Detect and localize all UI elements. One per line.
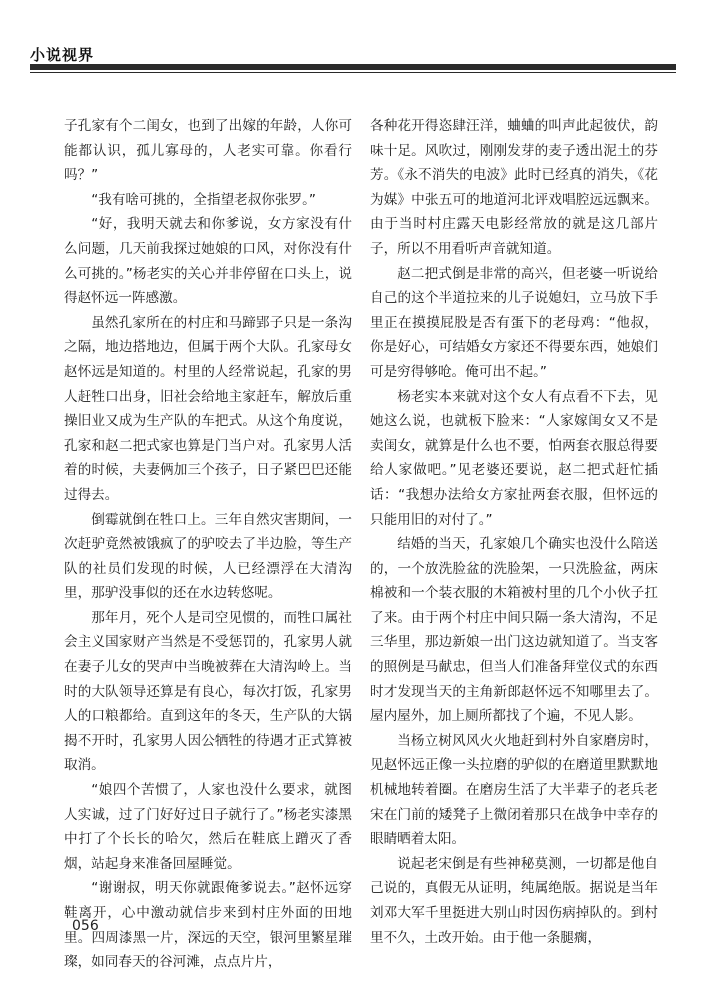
paragraph: 结婚的当天，孔家娘几个确实也没什么陪送的，一个放洗脸盆的洗脸架，一只洗脸盆，两床棉被和一个装衣服的木箱被村里的几个小伙子扛了来。由于两个村庄中间只隔一条大清沟，不足三华里，那边新娘一出门这边就知道了。当支客的照例是马献忠，但当人们准备拜堂仪式的东西时才发现当天的主角新郎赵怀远不知哪里去了。屋内屋外，加上厕所都找了个遍，不见人影。 [370, 536, 658, 725]
paragraph: “娘四个苦惯了，人家也没什么要求，就图人实诚，过了门好好过日子就行了。”杨老实漆黑中打了个长长的哈欠，然后在鞋底上蹭灭了香烟，站起身来准备回屋睡觉。 [64, 782, 352, 872]
paragraph: “谢谢叔，明天你就跟俺爹说去。”赵怀远穿鞋离开，心中激动就信步来到村庄外面的田地里。四周漆黑一片，深远的天空，银河里繁星璀璨，如同春天的谷河滩，点点片片， [64, 880, 352, 971]
paragraph: 倒霉就倒在牲口上。三年自然灾害期间，一次赶驴竟然被饿疯了的驴咬去了半边脸，等生产队的社员们发现的时候，人已经漂浮在大清沟里，那驴没事似的还在水边转悠呢。 [64, 511, 352, 602]
paragraph: “我有啥可挑的，全指望老叔你张罗。” [91, 191, 316, 208]
header-rule-thin [30, 72, 676, 73]
paragraph: 说起老宋倒是有些神秘莫测，一切都是他自己说的，真假无从证明，纯属绝版。据说是当年刘邓大军千里挺进大别山时因伤病掉队的。到村里不久，土改开始。由于他一条腿瘸， [370, 855, 658, 946]
magazine-section-title: 小说视界 [30, 46, 95, 64]
page-header [0, 0, 706, 80]
header-rule-thick [30, 64, 676, 70]
page-number: 056 [72, 918, 99, 934]
paragraph: 虽然孔家所在的村庄和马蹄郢子只是一条沟之隔，地边搭地边，但属于两个大队。孔家母女赵怀远是知道的。村里的人经常说起，孔家的男人赶牲口出身，旧社会给地主家赶车，解放后重操旧业又成为生产队的车把式。从这个角度说，孔家和赵二把式家也算是门当户对。孔家男人活着的时候，夫妻俩加三个孩子，日子紧巴巴还能过得去。 [64, 314, 352, 503]
paragraph: 杨老实本来就对这个女人有点看不下去，见她这么说，也就板下脸来：“人家嫁闺女又不是卖闺女，就算是什么也不要，怕两套衣服总得要给人家做吧。”见老婆还要说，赵二把式赶忙插话：“我想办法给女方家扯两套衣服，但怀远的只能用旧的对付了。” [370, 388, 658, 528]
right-text-column [370, 114, 658, 950]
paragraph: 那年月，死个人是司空见惯的，而牲口属社会主义国家财产当然是不受惩罚的，孔家男人就在妻子儿女的哭声中当晚被葬在大清沟岭上。当时的大队领导还算是有良心，每次打饭，孔家男人的口粮都给。直到这年的冬天，生产队的大锅揭不开时，孔家男人因公牺牲的待遇才正式算被取消。 [64, 609, 352, 774]
paragraph: 子孔家有个二闺女，也到了出嫁的年龄，人你可能都认识，孤儿寡母的，人老实可靠。你看行吗？” [64, 118, 352, 184]
paragraph: “好，我明天就去和你爹说，女方家没有什么问题，几天前我探过她娘的口风，对你没有什么可挑的。”杨老实的关心并非停留在口头上，说得赵怀远一阵感激。 [64, 216, 352, 307]
paragraph: 赵二把式倒是非常的高兴，但老婆一听说给自己的这个半道拉来的儿子说媳妇，立马放下手里正在摸摸屁股是否有蛋下的老母鸡：“他叔，你是好心，可结婚女方家还不得要东西，她娘们可是穷得够呛。俺可出不起。” [370, 265, 658, 380]
paragraph: 各种花开得恣肆汪洋，蛐蛐的叫声此起彼伏，韵味十足。风吹过，刚刚发芽的麦子透出泥土的芬芳。《永不消失的电波》此时已经真的消失，《花为媒》中张五可的地道河北评戏唱腔远远飘来。由于当时村庄露天电影经常放的就是这几部片子，所以不用看听声音就知道。 [370, 118, 658, 257]
left-text-column [64, 114, 352, 975]
paragraph: 当杨立树风风火火地赶到村外自家磨房时，见赵怀远正像一头拉磨的驴似的在磨道里默默地机械地转着圈。在磨房生活了大半辈子的老兵老宋在门前的矮凳子上微闭着那只在战争中幸存的眼睛晒着太阳。 [370, 732, 658, 848]
